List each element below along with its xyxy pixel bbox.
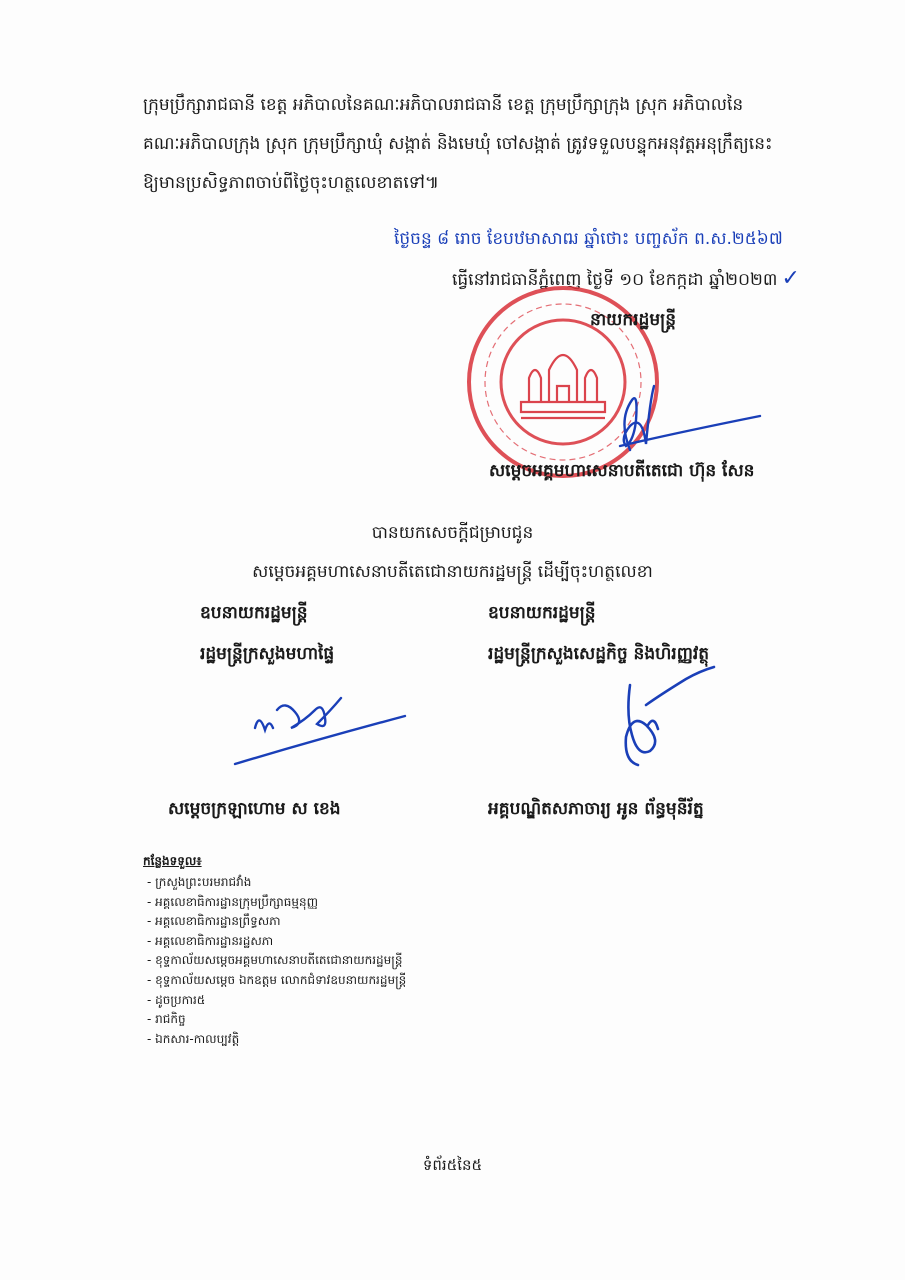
left-signature-icon [225, 680, 415, 770]
list-item: - អគ្គលេខាធិការដ្ឋានព្រឹទ្ធសភា [147, 914, 281, 929]
submission-line-1: បានយកសេចក្ដីជម្រាបជូន [371, 523, 534, 543]
list-item: - អគ្គលេខាធិការដ្ឋានក្រុមប្រឹក្សាធម្មនុញ្ញ [147, 894, 319, 909]
list-item: - ឯកសារ-កាលប្បវត្តិ [147, 1031, 240, 1046]
pm-title: នាយករដ្ឋមន្ត្រី [590, 310, 676, 330]
left-signatory-ministry: រដ្ឋមន្ត្រីក្រសួងមហាផ្ទៃ [200, 644, 335, 664]
pm-signature-icon [590, 380, 770, 460]
list-item: - ក្រសួងព្រះបរមរាជវាំង [147, 875, 252, 889]
page-number: ទំព័រ៥នៃ៥ [422, 1156, 483, 1174]
list-item: - រាជកិច្ច [147, 1012, 186, 1027]
right-signatory-name: អគ្គបណ្ឌិតសភាចារ្យ អូន ព័ន្ធមុនីរ័ត្ន [488, 799, 704, 819]
paragraph-line: គណៈអភិបាលក្រុង ស្រុក ក្រុមប្រឹក្សាឃុំ សង្កាត់ និងមេឃុំ ចៅសង្កាត់ ត្រូវទទួលបន្ទុកអនុវត្តអនុក្រឹត្យនេះ [143, 134, 773, 154]
checkmark-icon: ✓ [781, 266, 800, 291]
lunar-date: ថ្ងៃចន្ទ ៨ រោច ខែបឋមាសាឍ ឆ្នាំថោះ បញ្ចស័ក ព.ស.២៥៦៧ [394, 229, 783, 249]
list-item: - ដូចប្រការ៥ [147, 992, 206, 1007]
submission-line-2: សម្ដេចអគ្គមហាសេនាបតីតេជោនាយករដ្ឋមន្ត្រី ដើម្បីចុះហត្ថលេខា [252, 562, 653, 582]
solar-date: ធ្វើនៅរាជធានីភ្នំពេញ ថ្ងៃទី ១០ ខែកក្កដា ឆ្នាំ២០២៣ [452, 270, 778, 290]
left-signatory-name: សម្ដេចក្រឡាហោម ស ខេង [168, 799, 341, 819]
right-signatory-ministry: រដ្ឋមន្ត្រីក្រសួងសេដ្ឋកិច្ច និងហិរញ្ញវត្ថុ [488, 644, 710, 664]
recipients-block [143, 853, 406, 1049]
list-item: - ខុទ្ទកាល័យសម្ដេចអគ្គមហាសេនាបតីតេជោនាយករដ្ឋមន្ត្រី [147, 953, 403, 968]
left-signatory-title: ឧបនាយករដ្ឋមន្ត្រី [200, 603, 308, 623]
body-paragraph [143, 86, 803, 203]
pm-name: សម្ដេចអគ្គមហាសេនាបតីតេជោ ហ៊ុន សែន [489, 461, 755, 481]
right-signatory-title: ឧបនាយករដ្ឋមន្ត្រី [488, 603, 596, 623]
paragraph-line: ក្រុមប្រឹក្សារាជធានី ខេត្ត អភិបាលនៃគណៈអភិបាលរាជធានី ខេត្ត ក្រុមប្រឹក្សាក្រុង ស្រុក អភិបាលនៃ [143, 95, 744, 115]
list-item: - ខុទ្ទកាល័យសម្ដេច ឯកឧត្ដម លោកជំទាវឧបនាយករដ្ឋមន្ត្រី [147, 972, 407, 987]
paragraph-line: ឱ្យមានប្រសិទ្ធភាពចាប់ពីថ្ងៃចុះហត្ថលេខាតទៅ៕ [143, 173, 440, 193]
recipients-title: កន្លែងទទួល៖ [143, 854, 202, 868]
list-item: - អគ្គលេខាធិការដ្ឋានរដ្ឋសភា [147, 933, 274, 948]
recipients-list [143, 873, 406, 1049]
right-signature-icon [590, 665, 730, 775]
